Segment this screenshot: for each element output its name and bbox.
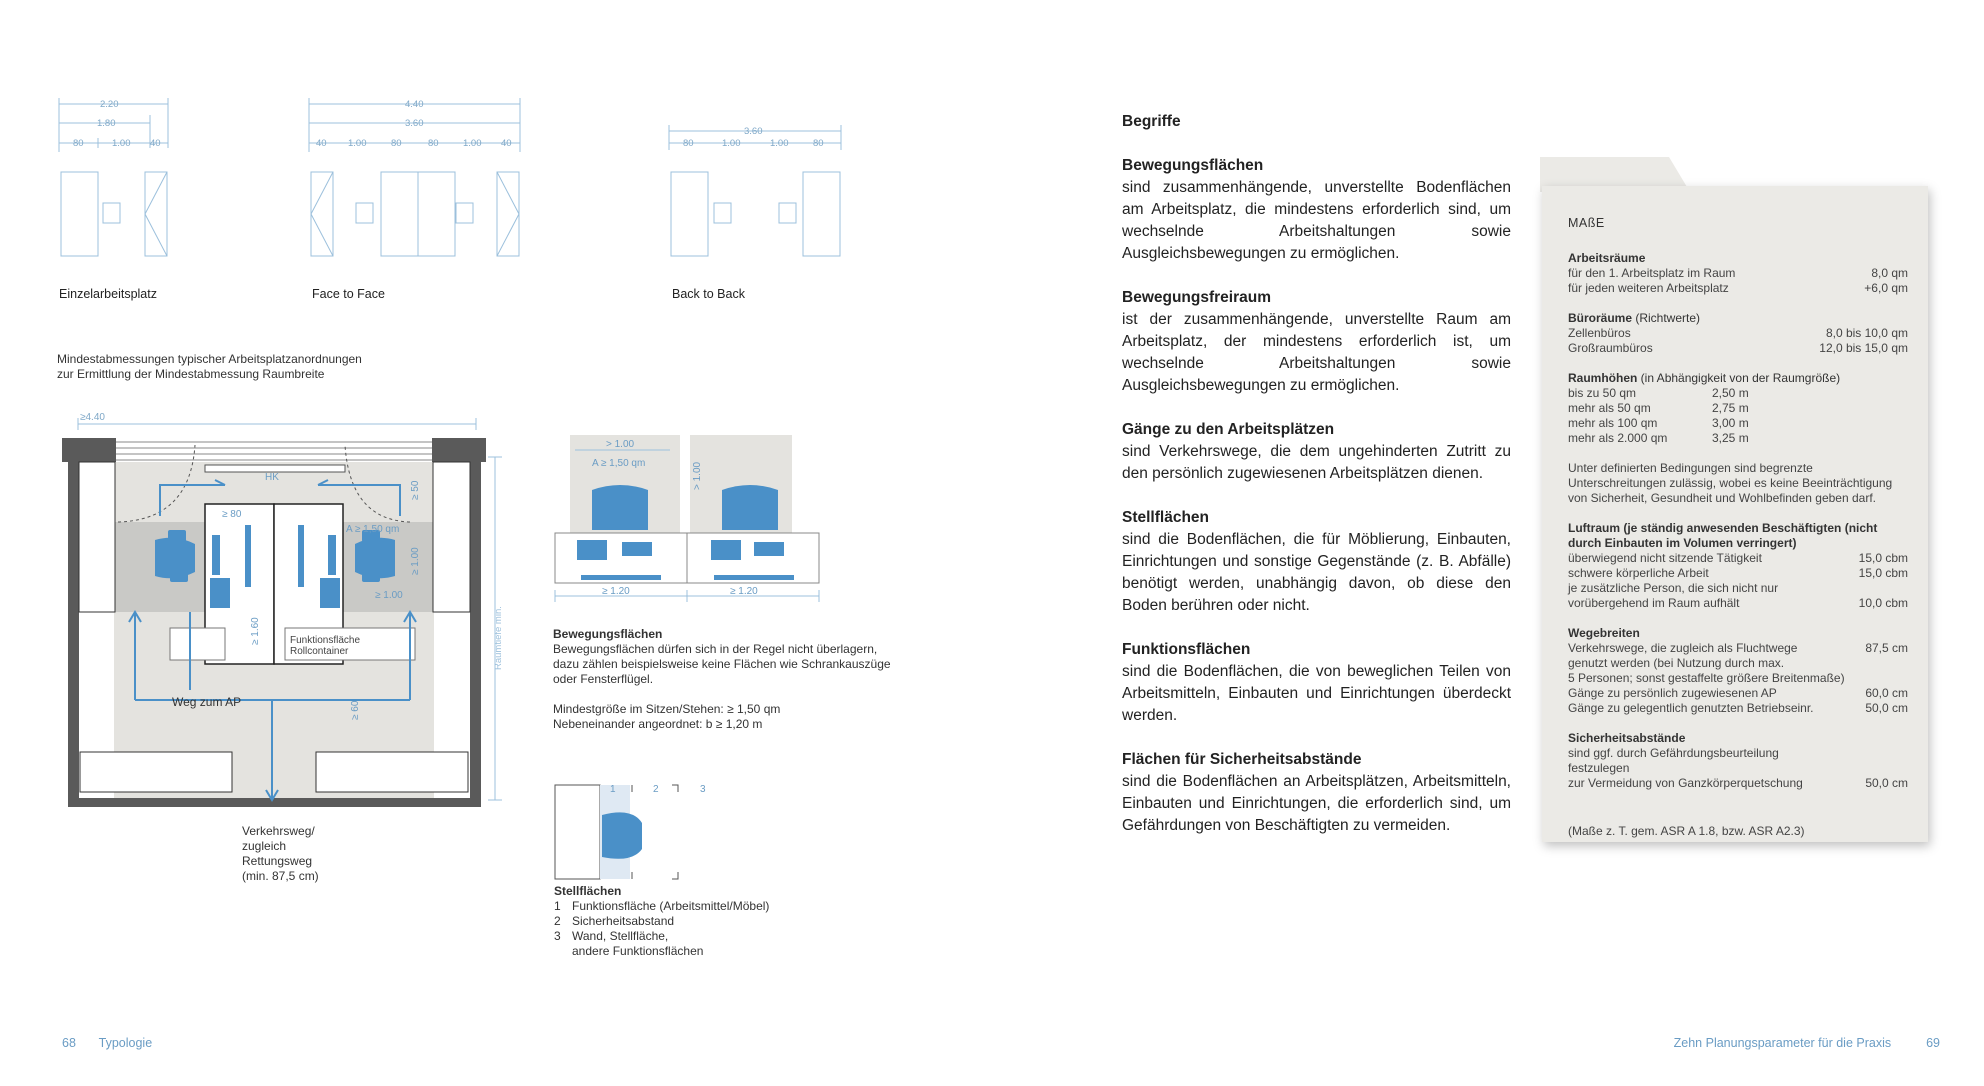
movement-diagram <box>550 430 830 610</box>
single-seg: 1.00 <box>112 138 131 149</box>
term-item: Stellflächen sind die Bodenflächen, die für Möblierung, Einbauten, Einrichtungen und sonstige Gegenstände (z. B. Abfälle) benötigt werden, unabhängig davon, ob diese den Boden berühren oder nicht. <box>1122 509 1511 614</box>
back-seg: 80 <box>813 138 824 149</box>
back-seg: 1.00 <box>722 138 741 149</box>
single-dim-inner: 1.80 <box>97 118 116 129</box>
footer-right <box>1674 1036 1940 1050</box>
face-seg: 80 <box>391 138 402 149</box>
mv-bottom1: ≥ 1.20 <box>602 586 630 597</box>
section-title-right: Zehn Planungsparameter für die Praxis <box>1673 1036 1892 1050</box>
room-funk1: Funktionsfläche <box>290 635 361 646</box>
face-seg: 40 <box>501 138 512 149</box>
stell-diagram <box>550 780 710 880</box>
page-number-right: 69 <box>1926 1036 1940 1050</box>
face-dim-total: 4.40 <box>405 99 424 110</box>
room-funk2: Rollcontainer <box>290 646 349 657</box>
card-note: Unter definierten Bedingungen sind begrenzte Unterschreitungen zulässig, wobei es keine Beeinträchtigung von Sicherheit, Gesundheit und Wohlbefinden geben darf. <box>1568 461 1893 505</box>
room-width-dim: ≥4.40 <box>80 412 105 423</box>
card-title: MAßE <box>1568 216 1605 230</box>
stell-n2: 2 <box>653 784 659 795</box>
room-weg-label: Weg zum AP <box>172 695 242 709</box>
single-seg: 40 <box>150 138 161 149</box>
measurements-card: MAßE Arbeitsräume für den 1. Arbeitsplatz im Raum 8,0 qm für jeden weiteren Arbeitsplatz +6,0 qm Büroräume (Richtwerte) Zellenbüros 8,0 bis 10,0 qm Großraumbüros 12,0 bis 15,0 qm Raumhöhen (in Abhängigkeit von der Raumgröße) bis zu 50 qm 2,50 m mehr als 50 qm 2,75 m mehr als 100 qm 3,00 m mehr als 2.000 qm 3,25 m Unter definierten Bedingungen sind begrenzte Unterschreitungen zulässig, wobei es keine Beeinträchtigung von Sicherheit, Gesundheit und Wohlbefinden geben darf. Luftraum (je ständig anwesenden Beschäftigten (nicht durch Einbauten im Volumen verringert) überwiegend nicht sitzende Tätigkeit 15,0 cbm schwere körperliche Arbeit 15,0 cbm je zusätzliche Person, die sich nicht nur vorübergehend im Raum aufhält 10,0 cbm Wegebreiten Verkehrswege, die zugleich als Fluchtwege 87,5 cm genutzt werden (bei Nutzung durch max. 5 Personen; sonst gestaffelte größere Breitenmaße) Gänge zu persönlich zugewiesenen AP 60,0 cm Gänge zu gelegentlich genutzten Betriebseinr. 50,0 cm Sicherheitsabstände sind ggf. durch Gefährdungsbeurteilung festzulegen zur Vermeidung von Ganzkörperquetschung 50,0 cm (Maße z. T. gem. ASR A 1.8, bzw. ASR A2.3) <box>1542 186 1928 842</box>
terms-heading: Begriffe <box>1122 113 1181 130</box>
back-seg: 1.00 <box>770 138 789 149</box>
stell-caption: Stellflächen 1 Funktionsfläche (Arbeitsmittel/Möbel) 2 Sicherheitsabstand 3 Wand, Stellfläche, andere Funktionsflächen <box>554 884 770 958</box>
stell-n1: 1 <box>610 784 616 795</box>
face-seg: 80 <box>428 138 439 149</box>
room-d50: ≥ 50 <box>410 480 421 500</box>
mv-top1: > 1.00 <box>606 439 635 450</box>
footer-left <box>62 1036 152 1050</box>
face-seg: 40 <box>316 138 327 149</box>
term-item: Bewegungsflächen sind zusammenhängende, unverstellte Bodenflächen am Arbeitsplatz, die mindestens erforderlich sind, um wechselnde Arbeitshaltungen sowie Ausgleichsbewegungen zu ermöglichen. <box>1122 157 1511 262</box>
terms-column <box>1122 111 1511 859</box>
term-item: Gänge zu den Arbeitsplätzen sind Verkehrswege, die dem ungehinderten Zutritt zu den persönlich zugewiesenen Arbeitsplätzen dienen. <box>1122 421 1511 482</box>
stell-n3: 3 <box>700 784 706 795</box>
room-hk: HK <box>265 472 279 483</box>
face-dim-inner: 3.60 <box>405 118 424 129</box>
section-title-left: Typologie <box>98 1036 153 1050</box>
page-number-left: 68 <box>62 1036 76 1050</box>
face-seg: 1.00 <box>463 138 482 149</box>
single-dim-total: 2.20 <box>100 99 119 110</box>
room-plan <box>0 400 540 820</box>
room-d160: ≥ 1.60 <box>250 617 261 645</box>
label-back-to-back: Back to Back <box>672 287 745 301</box>
label-einzelarbeitsplatz: Einzelarbeitsplatz <box>59 287 157 301</box>
caption-min-dimensions: Mindestabmessungen typischer Arbeitsplatzanordnungen zur Ermittlung der Mindestabmessung Raumbreite <box>57 352 362 381</box>
single-seg: 80 <box>73 138 84 149</box>
mv-side: > 1.00 <box>692 461 703 490</box>
movement-caption: Bewegungsflächen Bewegungsflächen dürfen sich in der Regel nicht überlagern, dazu zählen beispielsweise keine Flächen wie Schrankauszüge oder Fensterflügel. Mindestgröße im Sitzen/Stehen: ≥ 1,50 qm Nebeneinander angeordnet: b ≥ 1,20 m <box>553 627 891 731</box>
top-diagrams <box>0 0 1100 300</box>
verkehrsweg-caption: Verkehrsweg/ zugleich Rettungsweg (min. 87,5 cm) <box>242 824 319 883</box>
card-source: (Maße z. T. gem. ASR A 1.8, bzw. ASR A2.3) <box>1568 824 1805 838</box>
face-seg: 1.00 <box>348 138 367 149</box>
room-d80: ≥ 80 <box>222 509 242 520</box>
room-d100: ≥ 1.00 <box>410 547 421 575</box>
term-item: Flächen für Sicherheitsabstände sind die Bodenflächen an Arbeitsplätzen, Arbeitsmitteln, Einbauten und Einrichtungen, die erforderlich sind, um Gefährdungen von Beschäftigten zu vermeiden. <box>1122 751 1511 834</box>
mv-area: A ≥ 1,50 qm <box>592 458 646 469</box>
room-raumtiefe: Raumtiefe min. <box>493 606 504 670</box>
label-face-to-face: Face to Face <box>312 287 385 301</box>
back-dim-total: 3.60 <box>744 126 763 137</box>
room-area: A ≥ 1,50 qm <box>346 524 400 535</box>
room-d100b: ≥ 1.00 <box>375 590 403 601</box>
room-d60: ≥ 60 <box>350 700 361 720</box>
term-item: Funktionsflächen sind die Bodenflächen, die von beweglichen Teilen von Arbeitsmitteln, Einbauten und Einrichtungen überdeckt werden. <box>1122 641 1511 724</box>
term-item: Bewegungsfreiraum ist der zusammenhängende, unverstellte Raum am Arbeitsplatz, der mindestens erforderlich ist, um wechselnde Arbeitshaltungen sowie Ausgleichsbewegungen zu ermöglichen. <box>1122 289 1511 394</box>
mv-bottom2: ≥ 1.20 <box>730 586 758 597</box>
back-seg: 80 <box>683 138 694 149</box>
